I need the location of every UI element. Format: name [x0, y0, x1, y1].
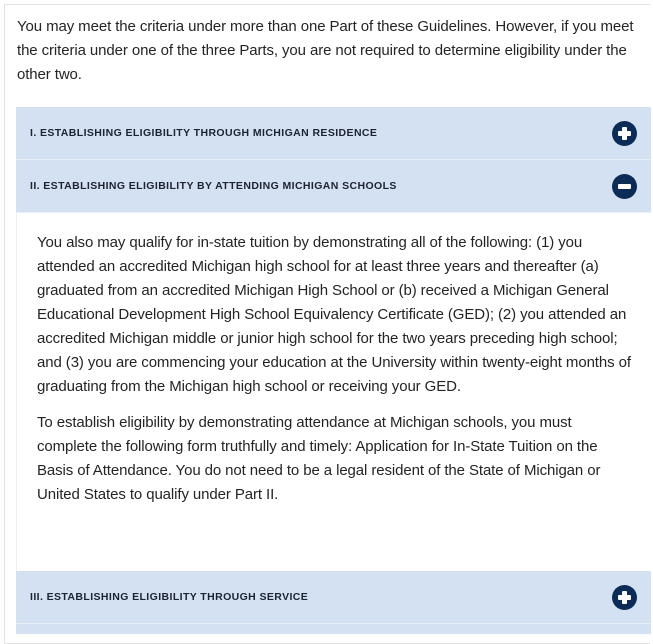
accordion-title: I. ESTABLISHING ELIGIBILITY THROUGH MICHIGAN RESIDENCE: [30, 127, 378, 139]
accordion-header-service[interactable]: [16, 571, 651, 624]
minus-circle-icon[interactable]: [612, 174, 637, 199]
eligibility-accordion: [16, 107, 651, 634]
accordion-panel-schools: [16, 213, 651, 571]
next-accordion-header-edge: [16, 624, 651, 634]
accordion-title: III. ESTABLISHING ELIGIBILITY THROUGH SERVICE: [30, 591, 309, 603]
panel-paragraph: You also may qualify for in-state tuition by demonstrating all of the following: (1) you attended an accredited Michigan high school for at least three years and thereafter (a) graduated from an accredited Michigan High School or (b) received a Michigan General Educational Development High School Equivalency Certificate (GED); (2) you attended an accredited Michigan middle or junior high school for the two years preceding high school; and (3) you are commencing your education at the University within twenty-eight months of graduating from the Michigan high school or receiving your GED.: [37, 234, 631, 395]
panel-paragraph: To establish eligibility by demonstrating attendance at Michigan schools, you must complete the following form truthfully and timely: Application for In-State Tuition on the Basis of Attendance. You do not need to be a legal resident of the State of Michigan or United States to qualify under Part II.: [37, 414, 601, 503]
content-frame: [4, 4, 650, 644]
accordion-title: II. ESTABLISHING ELIGIBILITY BY ATTENDING MICHIGAN SCHOOLS: [30, 180, 397, 192]
accordion-header-residence[interactable]: [16, 107, 651, 160]
plus-circle-icon[interactable]: [612, 585, 637, 610]
accordion-header-schools[interactable]: [16, 160, 651, 213]
intro-paragraph: You may meet the criteria under more than one Part of these Guidelines. However, if you meet the criteria under one of the three Parts, you are not required to determine eligibility under the other two.: [17, 18, 634, 83]
plus-circle-icon[interactable]: [612, 121, 637, 146]
